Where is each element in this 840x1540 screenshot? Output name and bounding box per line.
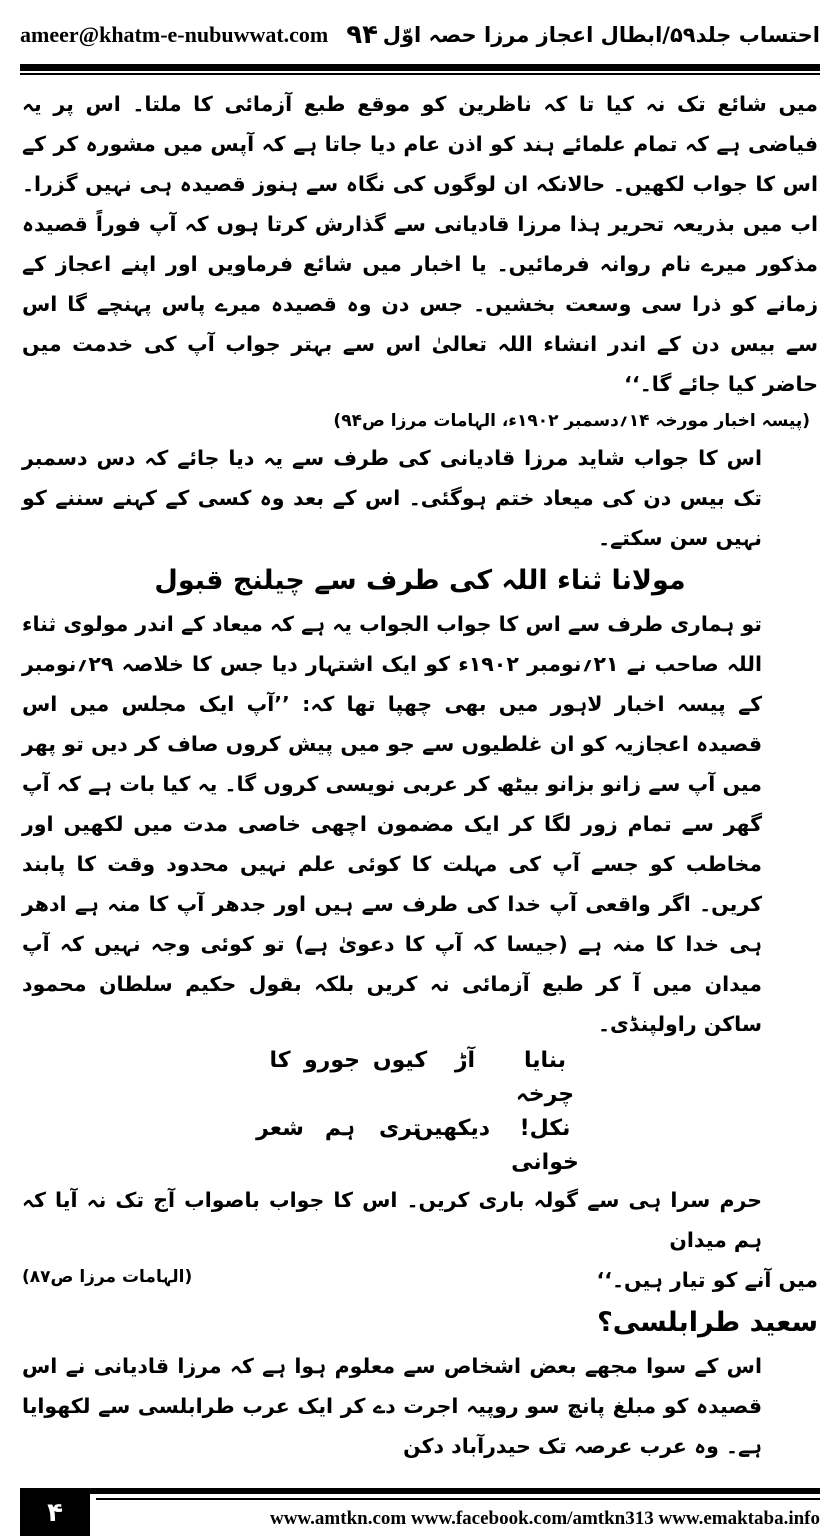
paragraph-4: حرم سرا ہی سے گولہ باری کریں۔ اس کا جواب باصواب آج تک نہ آیا کہ ہم میدان bbox=[22, 1188, 762, 1252]
header-rule-thick bbox=[20, 64, 820, 71]
verse-word: آڑ bbox=[454, 1048, 476, 1073]
reference-1: (پیسہ اخبار مورخہ ۱۴؍دسمبر ۱۹۰۲ء، الہامات مرزا ص۹۴) bbox=[333, 411, 810, 431]
section-heading-challenge: مولانا ثناء اللہ کی طرف سے چیلنج قبول bbox=[154, 565, 686, 596]
reference-2: (الہامات مرزا ص۸۷) bbox=[22, 1267, 193, 1287]
footer-rule-thin bbox=[96, 1498, 820, 1500]
paragraph-4-end: میں آنے کو تیار ہیں۔‘‘ bbox=[596, 1268, 818, 1292]
header-running-title: احتساب جلد۵۹/ابطال اعجاز مرزا حصہ اوّل bbox=[382, 23, 820, 47]
verse-line-2 bbox=[22, 1112, 818, 1180]
paragraph-4-end-row bbox=[22, 1260, 818, 1300]
verse-word: چرخہ bbox=[515, 1082, 575, 1107]
verse-word: نکل! bbox=[519, 1116, 571, 1141]
footer-links[interactable]: www.amtkn.com www.facebook.com/amtkn313 www.emaktaba.info bbox=[270, 1508, 820, 1529]
page-body bbox=[22, 84, 818, 1466]
paragraph-5: اس کے سوا مجھے بعض اشخاص سے معلوم ہوا ہے کہ مرزا قادیانی نے اس قصیدہ کو مبلغ پانچ سو روپیہ اجرت دے کر ایک عرب طرابلسی سے لکھوایا ہے۔ وہ عرب عرصہ تک حیدرآباد دکن bbox=[22, 1354, 762, 1458]
verse-word: کیوں bbox=[372, 1048, 428, 1073]
verse-word: شعر bbox=[256, 1116, 304, 1141]
paragraph-1: میں شائع تک نہ کیا تا کہ ناظرین کو موقع طبع آزمائی کا ملتا۔ اس پر یہ فیاضی ہے کہ تمام علمائے ہند کو اذن عام دیا جاتا ہے کہ آپس میں مشورہ کر کے اس کا جواب لکھیں۔ حالانکہ ان لوگوں کی نگاہ سے ہنوز قصیدہ ہی نہیں گزرا۔ اب میں بذریعہ تحریر ہذا مرزا قادیانی سے گذارش کرتا ہوں کہ آپ فوراً قصیدہ مذکور میرے نام روانہ فرمائیں۔ یا اخبار میں شائع فرماویں اور اپنے اعجاز کے زمانے کو ذرا سی وسعت بخشیں۔ جس دن وہ قصیدہ میرے پاس پہنچے گا اس سے بیس دن کے اندر انشاء اللہ تعالیٰ اس سے بہتر جواب آپ کی خدمت میں حاضر کیا جائے گا۔‘‘ bbox=[22, 92, 818, 396]
verse-word: ہم bbox=[324, 1116, 356, 1141]
header-rule-thin bbox=[20, 73, 820, 75]
verse-word: تری bbox=[378, 1116, 422, 1141]
verse-line-1 bbox=[22, 1044, 818, 1112]
footer-page-marker: ۴ bbox=[20, 1490, 90, 1536]
footer-rule-thick bbox=[20, 1488, 820, 1494]
verse-word: بنایا bbox=[523, 1048, 567, 1073]
verse-word: جورو bbox=[304, 1048, 360, 1073]
paragraph-3: تو ہماری طرف سے اس کا جواب الجواب یہ ہے کہ میعاد کے اندر مولوی ثناء اللہ صاحب نے ۲۱؍نومبر ۱۹۰۲ء کو ایک اشتہار دیا جس کا خلاصہ ۲۹؍نومبر کے پیسہ اخبار لاہور میں بھی چھپا تھا کہ: ’’آپ ایک مجلس میں اس قصیدہ اعجازیہ کو ان غلطیوں سے جو میں پیش کروں صاف کر دیں تو پھر میں آپ سے زانو بزانو بیٹھ کر عربی نویسی کروں گا۔ یہ کیا بات ہے کہ آپ گھر سے تمام زور لگا کر ایک مضمون اچھی خاصی مدت میں لکھیں اور مخاطب کو جسے آپ کی مہلت کا کوئی علم نہیں محدود وقت کا پابند کریں۔ اگر واقعی آپ خدا کی طرف سے ہیں اور جدھر آپ کا منہ ہے ادھر ہی خدا کا منہ ہے (جیسا کہ آپ کا دعویٰ ہے) تو کوئی وجہ نہیں کہ آپ میدان میں آ کر طبع آزمائی نہ کریں بلکہ بقول حکیم سلطان محمود ساکن راولپنڈی۔ bbox=[22, 612, 763, 1036]
verse-word: کا bbox=[269, 1048, 291, 1073]
verse-word: خوانی bbox=[511, 1150, 579, 1175]
page-header bbox=[20, 10, 820, 60]
paragraph-2: اس کا جواب شاید مرزا قادیانی کی طرف سے یہ دیا جائے کہ دس دسمبر تک بیس دن کی میعاد ختم ہوگئی۔ اس کے بعد وہ کسی کے کہنے سننے کو نہیں سن سکتے۔ bbox=[22, 446, 762, 550]
section-heading-saeed: سعید طرابلسی؟ bbox=[597, 1307, 818, 1338]
header-email[interactable]: ameer@khatm-e-nubuwwat.com bbox=[20, 22, 329, 47]
header-page-number: ۹۴ bbox=[346, 20, 379, 50]
verse-word: دیکھیں bbox=[414, 1116, 490, 1141]
